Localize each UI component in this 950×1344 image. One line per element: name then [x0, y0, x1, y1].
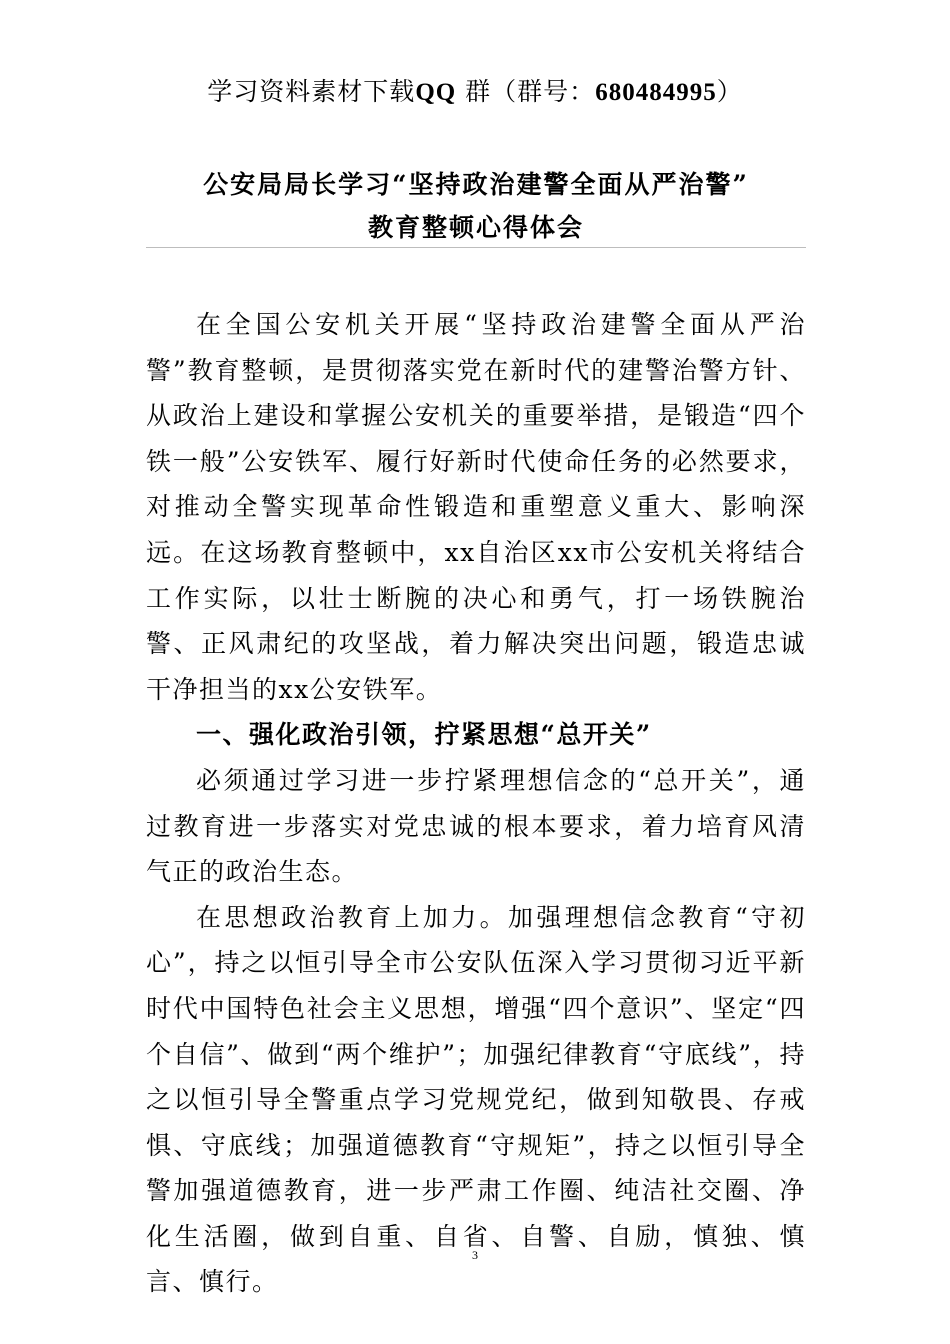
section-heading-1: 一、强化政治引领，拧紧思想“总开关” [196, 720, 652, 750]
document-title-line2: 教育整顿心得体会 [367, 213, 584, 242]
header-prefix: 学习资料素材下载 [207, 77, 416, 106]
page-header [0, 72, 950, 108]
document-body [146, 302, 806, 1305]
paragraph-section1-lead: 必须通过学习进一步拧紧理想信念的“总开关”，通过教育进一步落实对党忠诚的根本要求，着力培育风清气正的政治生态。 [146, 765, 806, 887]
header-suffix: ） [716, 77, 743, 106]
header-qq: QQ [415, 79, 457, 106]
paragraph-intro: 在全国公安机关开展“坚持政治建警全面从严治警”教育整顿，是贯彻落实党在新时代的建警治警方针、从政治上建设和掌握公安机关的重要举措，是锻造“四个铁一般”公安铁军、履行好新时代使命任务的必然要求，对推动全警实现革命性锻造和重塑意义重大、影响深远。在这场教育整顿中，xx自治区xx市公安机关将结合工作实际，以壮士断腕的决心和勇气，打一场铁腕治警、正风肃纪的攻坚战，着力解决突出问题，锻造忠诚干净担当的xx公安铁军。 [146, 310, 806, 704]
title-divider [146, 247, 806, 248]
header-number: 680484995 [595, 79, 717, 106]
document-title-line1: 公安局局长学习“坚持政治建警全面从严治警” [203, 170, 749, 199]
header-group: 群（群号： [465, 77, 596, 106]
page-number: 3 [472, 1248, 478, 1262]
paragraph-section1-body: 在思想政治教育上加力。加强理想信念教育“守初心”，持之以恒引导全市公安队伍深入学习贯彻习近平新时代中国特色社会主义思想，增强“四个意识”、坚定“四个自信”、做到“两个维护”；加强纪律教育“守底线”，持之以恒引导全警重点学习党规党纪，做到知敬畏、存戒惧、守底线；加强道德教育“守规矩”，持之以恒引导全警加强道德教育，进一步严肃工作圈、纯洁社交圈、净化生活圈，做到自重、自省、自警、自励，慎独、慎言、慎行。 [146, 902, 806, 1297]
